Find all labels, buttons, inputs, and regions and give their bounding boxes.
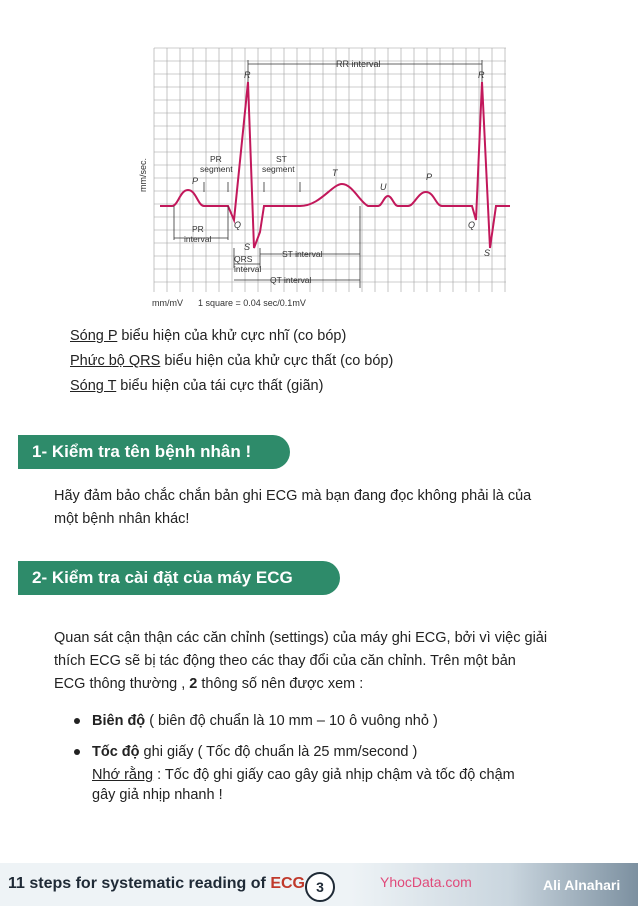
label-r-2: R	[478, 70, 485, 80]
note-term: Nhớ rằng	[92, 767, 154, 783]
footer-title	[8, 875, 305, 893]
label-s-1: S	[244, 242, 251, 252]
note-text: : Tốc độ ghi giấy cao gây giả nhịp chậm và tốc độ chậm	[153, 767, 515, 783]
bullet-text: ( biên độ chuẩn là 10 mm – 10 ô vuông nhỏ )	[145, 713, 438, 729]
definition-t-wave	[70, 376, 323, 396]
label-st-segment-1: ST	[276, 154, 287, 164]
figure-caption-unit: mm/mV	[152, 298, 183, 308]
label-p-1: P	[192, 176, 199, 186]
section-1-heading: 1- Kiểm tra tên bệnh nhân !	[18, 435, 290, 469]
page-footer	[0, 863, 638, 906]
footer-title-accent: ECG	[270, 875, 305, 892]
label-st-segment-2: segment	[262, 164, 295, 174]
section-1-body	[54, 485, 614, 531]
paragraph-line	[54, 673, 614, 696]
label-s-2: S	[484, 248, 491, 258]
y-unit-label: mm/sec.	[138, 157, 148, 192]
definition-text: biểu hiện của khử cực nhĩ (co bóp)	[117, 328, 347, 344]
note-line	[92, 765, 515, 785]
label-qt-interval: QT interval	[270, 275, 312, 285]
parameter-count: 2	[189, 676, 198, 692]
ecg-waveform-figure	[124, 42, 510, 312]
watermark-site: YhocData.com	[380, 874, 472, 890]
label-qrs-interval-2: interval	[234, 264, 262, 274]
label-rr-interval: RR interval	[336, 59, 381, 69]
label-q-2: Q	[468, 220, 476, 230]
label-t: T	[332, 168, 338, 178]
label-pr-interval-1: PR	[192, 224, 204, 234]
section-2-heading: 2- Kiểm tra cài đặt của máy ECG	[18, 561, 340, 595]
label-qrs-interval-1: QRS	[234, 254, 253, 264]
label-u: U	[380, 182, 387, 192]
bullet-term: Tốc độ	[92, 744, 140, 760]
label-pr-interval-2: interval	[184, 234, 212, 244]
definition-text: biểu hiện của tái cực thất (giãn)	[116, 378, 324, 394]
bullet-text: ghi giấy ( Tốc độ chuẩn là 25 mm/second )	[139, 744, 418, 760]
section-2-body	[54, 627, 614, 696]
label-st-interval: ST interval	[282, 249, 323, 259]
footer-author: Ali Alnahari	[543, 877, 621, 893]
label-pr-segment-1: PR	[210, 154, 222, 164]
note-line: gây giả nhịp nhanh !	[92, 787, 223, 803]
paragraph-line: Hãy đảm bảo chắc chắn bản ghi ECG mà bạn đang đọc không phải là của	[54, 488, 532, 504]
label-q-1: Q	[234, 220, 242, 230]
term-p-wave: Sóng P	[70, 328, 118, 344]
definition-qrs-complex	[70, 351, 393, 371]
label-pr-segment-2: segment	[200, 164, 233, 174]
footer-title-text: 11 steps for systematic reading of	[8, 875, 271, 892]
figure-caption-scale: 1 square = 0.04 sec/0.1mV	[198, 298, 306, 308]
bullet-dot-icon	[74, 718, 80, 724]
paragraph-line: thích ECG sẽ bị tác động theo các thay đổi của căn chỉnh. Trên một bản	[54, 653, 516, 669]
label-r-1: R	[244, 70, 251, 80]
label-p-2: P	[426, 172, 433, 182]
definition-text: biểu hiện của khử cực thất (co bóp)	[160, 353, 394, 369]
paragraph-line: một bệnh nhân khác!	[54, 511, 190, 527]
reminder-note	[92, 765, 515, 805]
page-number: 3	[305, 872, 335, 902]
definition-p-wave	[70, 326, 346, 346]
paragraph-text: ECG thông thường ,	[54, 676, 190, 692]
bullet-term: Biên độ	[92, 713, 146, 729]
paragraph-line: Quan sát cận thận các căn chỉnh (settings) của máy ghi ECG, bởi vì việc giải	[54, 630, 548, 646]
term-t-wave: Sóng T	[70, 378, 117, 394]
bullet-dot-icon	[74, 749, 80, 755]
term-qrs-complex: Phức bộ QRS	[70, 353, 161, 369]
paragraph-text: thông số nên được xem :	[197, 676, 364, 692]
